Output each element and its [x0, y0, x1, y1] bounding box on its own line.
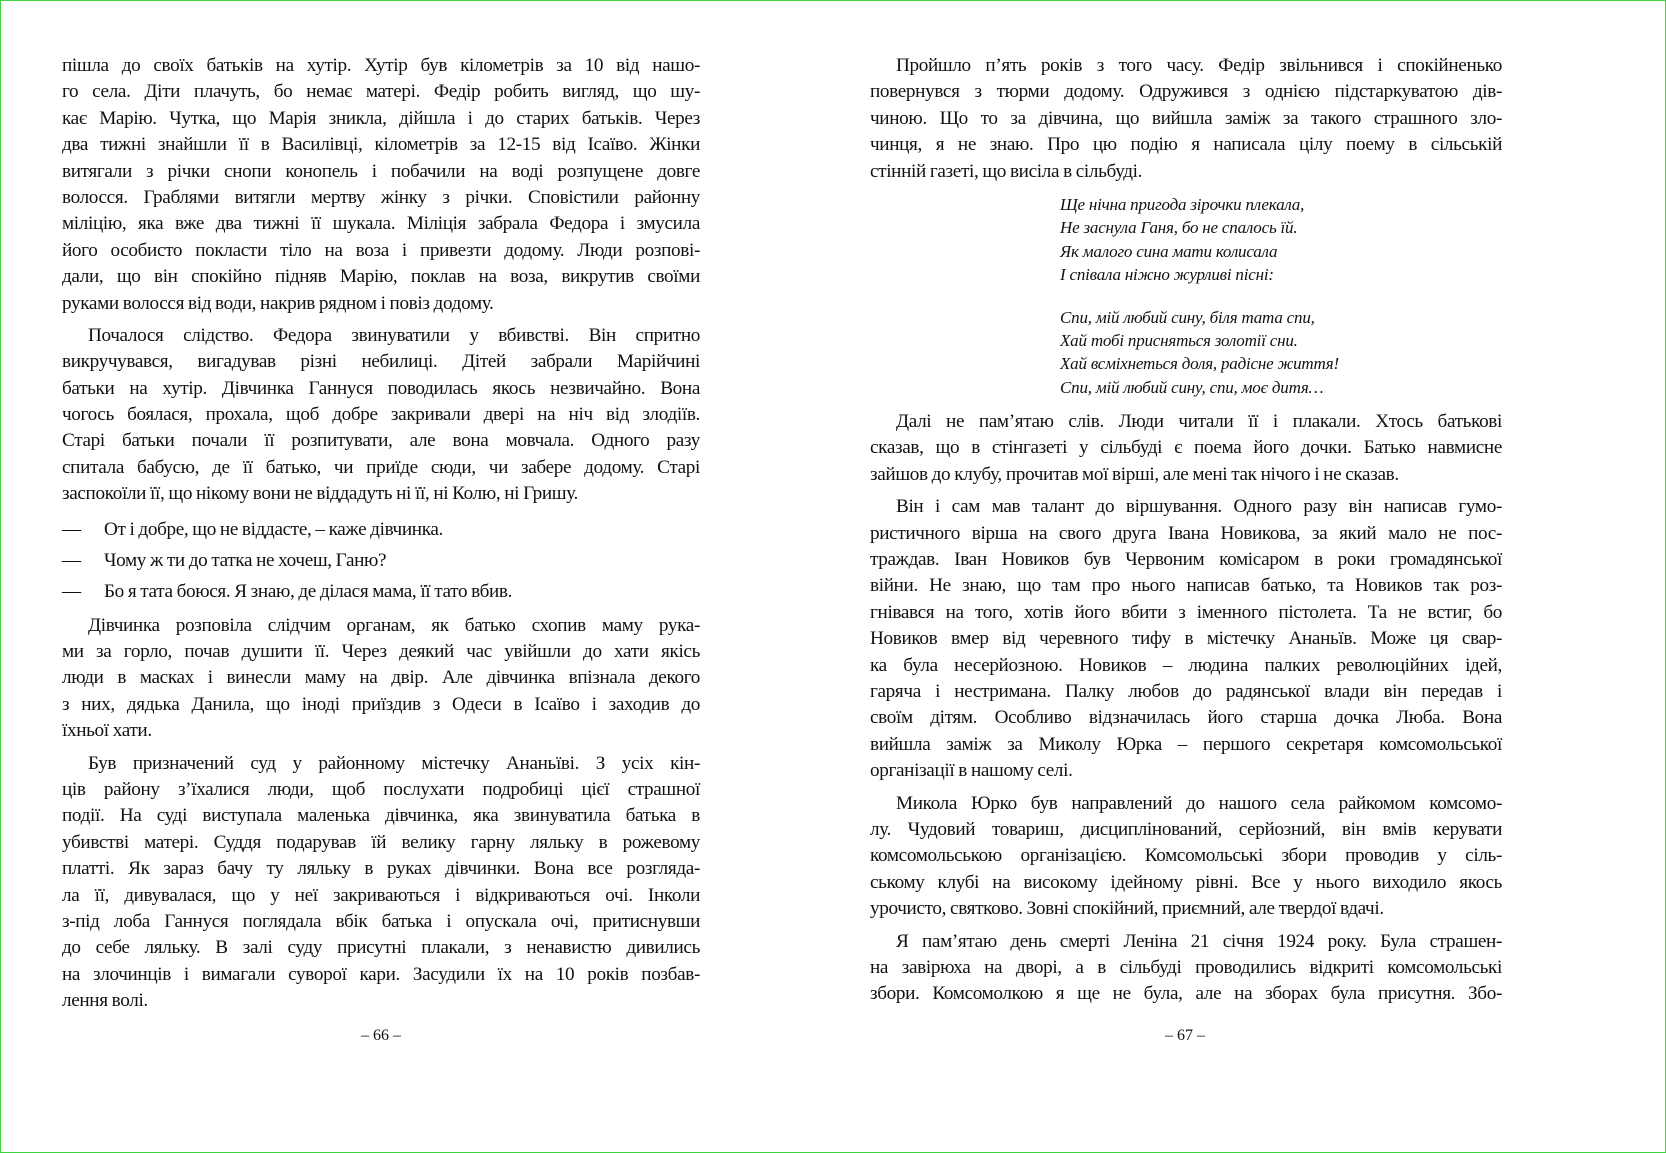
text-line: чинця, я не знаю. Про цю подію я написала цілу поему в сільській: [870, 134, 1502, 156]
text-line: Новиков вмер від черевного тифу в містечку Ананьїв. Може ця свар-: [870, 628, 1502, 650]
text-line: ка була несерйозною. Новиков – людина палких революційних ідей,: [870, 654, 1502, 676]
right-page-text: [870, 53, 1502, 1008]
text-line: війни. Не знаю, що там про нього написав батько, та Новиков так роз-: [870, 575, 1502, 597]
text-line: пішла до своїх батьків на хутір. Хутір був кілометрів за 10 від нашо-: [62, 55, 700, 76]
text-line: Я пам’ятаю день смерті Леніна 21 січня 1924 року. Була страшен-: [896, 930, 1502, 952]
dialogue-line: [62, 514, 700, 545]
text-line: повернувся з тюрми додому. Одружився з однією підстаркуватою дів-: [870, 81, 1502, 103]
dialogue-dash: —: [62, 518, 81, 540]
dialogue: [62, 514, 700, 607]
text-line: батьки на хутір. Дівчинка Ганнуся поводилась якось незвичайно. Вона: [62, 377, 700, 399]
paragraph: [62, 613, 700, 745]
text-line: Був призначений суд у районному містечку Ананьїві. З усіх кін-: [88, 752, 700, 774]
text-line: своїм дітям. Особливо відзначилась його старша дочка Люба. Вона: [870, 707, 1502, 729]
text-line: ла її, дивувалася, що у неї закриваються і відкриваються очі. Інколи: [62, 884, 700, 906]
text-line: спитала бабусю, де її батько, чи приїде сюди, чи забере додому. Старі: [62, 456, 700, 478]
text-line: вийшла заміж за Миколу Юрка – першого секретаря комсомольської: [870, 733, 1502, 755]
text-line: ському клубі на високому ідейному рівні. Все у нього виходило якось: [870, 871, 1502, 893]
poem-line: Спи, мій любий сину, спи, моє дитя…: [1060, 377, 1324, 397]
paragraph: [62, 323, 700, 508]
text-line: волосся. Граблями витягли мертву жінку з річки. Сповістили районну: [62, 186, 700, 208]
text-line: Микола Юрко був направлений до нашого села райкомом комсомо-: [896, 792, 1502, 814]
poem-stanza: [1060, 193, 1502, 287]
paragraph: [870, 409, 1502, 488]
paragraph: [62, 53, 700, 317]
poem-line: Як малого сина мати колисала: [1060, 241, 1278, 261]
text-line: заспокоїли її, що нікому вони не віддадуть ні її, ні Колю, ні Гришу.: [62, 483, 578, 505]
dialogue-line: [62, 576, 700, 607]
text-line: Почалося слідство. Федора звинуватили у вбивстві. Він спритно: [88, 324, 700, 346]
text-line: на завірюха на дворі, а в сільбуді проводились відкриті комсомольські: [870, 956, 1502, 978]
text-line: до себе ляльку. В залі суду присутні плакали, з ненавистю дивились: [62, 937, 700, 959]
paragraph: [62, 751, 700, 1015]
text-line: гнівався на того, хотів його вбити з іменного пістолета. Та не встиг, бо: [870, 601, 1502, 623]
text-line: руками волосся від води, накрив рядном і повіз додому.: [62, 292, 494, 314]
text-line: збори. Комсомолкою я ще не була, але на зборах була присутня. Збо-: [870, 983, 1502, 1005]
dialogue-dash: —: [62, 580, 81, 602]
text-line: його особисто покласти тіло на воза і привезти додому. Люди розпові-: [62, 239, 700, 261]
dialogue-text: От і добре, що не віддасте, – каже дівчинка.: [104, 518, 443, 540]
text-line: люди в масках і винесли маму на двір. Але дівчинка впізнала декого: [62, 667, 700, 689]
text-line: лу. Чудовий товариш, дисциплінований, серйозний, він вмів керувати: [870, 818, 1502, 840]
text-line: на злочинців і вимагали суворої кари. Засудили їх на 10 років позбав-: [62, 963, 700, 985]
text-line: го села. Діти плачуть, бо немає матері. Федір робить вигляд, що шу-: [62, 81, 700, 103]
poem-line: Хай всміхнеться доля, радісне життя!: [1060, 354, 1339, 374]
text-line: Дівчинка розповіла слідчим органам, як батько схопив маму рука-: [88, 614, 700, 636]
page-number-left: – 66 –: [361, 1027, 401, 1044]
dialogue-line: [62, 545, 700, 576]
dialogue-text: Чому ж ти до татка не хочеш, Ганю?: [104, 549, 387, 571]
poem-line: Хай тобі присняться золотії сни.: [1060, 330, 1298, 350]
text-line: ми за горло, почав душити її. Через деякий час увійшли до хати якісь: [62, 641, 700, 663]
poem-stanza: [1060, 306, 1502, 400]
text-line: Він і сам мав талант до віршування. Одного разу він написав гумо-: [896, 496, 1502, 518]
text-line: чогось боялася, прохала, щоб добре закривали двері на ніч від злодіїв.: [62, 404, 700, 426]
text-line: платті. Як зараз бачу ту ляльку в руках дівчинки. Вона все розгляда-: [62, 858, 700, 880]
text-line: ців району з’їхалися люди, щоб послухати подробиці цієї страшної: [62, 778, 700, 800]
text-line: з-під лоба Ганнуся поглядала вбік батька і опускала очі, притиснувши: [62, 910, 700, 932]
text-line: міліцію, яка вже два тижні її шукала. Міліція забрала Федора і змусила: [62, 213, 700, 235]
text-line: убивстві матері. Суддя подарував їй велику гарну ляльку в рожевому: [62, 831, 700, 853]
page-number-right: – 67 –: [1165, 1027, 1205, 1044]
poem: [1060, 193, 1502, 399]
text-line: події. На суді виступала маленька дівчинка, яка звинуватила батька в: [62, 805, 700, 827]
text-line: дали, що він спокійно підняв Марію, поклав на воза, викрутив своїми: [62, 266, 700, 288]
text-line: витягали з річки снопи конопель і побачили на воді розпущене довге: [62, 160, 700, 182]
text-line: Далі не пам’ятаю слів. Люди читали її і плакали. Хтось батькові: [896, 411, 1502, 433]
text-line: Старі батьки почали її розпитувати, але вона мовчала. Одного разу: [62, 430, 700, 452]
text-line: стінній газеті, що висіла в сільбуді.: [870, 160, 1143, 182]
dialogue-text: Бо я тата боюся. Я знаю, де ділася мама, її тато вбив.: [104, 580, 513, 602]
text-line: викручувався, вигадував різні небилиці. Дітей забрали Марійчині: [62, 351, 700, 373]
text-line: організації в нашому селі.: [870, 760, 1073, 782]
paragraph: [870, 791, 1502, 923]
paragraph: [870, 494, 1502, 784]
text-line: комсомольською організацією. Комсомольські збори проводив у сіль-: [870, 845, 1502, 867]
text-line: ристичного вірша на свого друга Івана Новикова, за який мало не пос-: [870, 522, 1502, 544]
text-line: траждав. Іван Новиков був Червоним комісаром в роки громадянської: [870, 549, 1502, 571]
text-line: урочисто, святково. Зовні спокійний, приємний, але твердої вдачі.: [870, 898, 1384, 920]
text-line: Пройшло п’ять років з того часу. Федір звільнився і спокійненько: [896, 55, 1502, 76]
paragraph: [870, 53, 1502, 185]
text-line: кає Марію. Чутка, що Марія зникла, дійшла і до старих батьків. Через: [62, 107, 700, 129]
poem-line: Ще нічна пригода зірочки плекала,: [1060, 194, 1305, 214]
paragraph: [870, 929, 1502, 1008]
dialogue-dash: —: [62, 549, 81, 571]
poem-line: Не заснула Ганя, бо не спалось їй.: [1060, 218, 1298, 238]
text-line: гаряча і нестримана. Палку любов до радянської влади він передав і: [870, 680, 1502, 702]
text-line: сказав, що в стінгазеті у сільбуді є поема його дочки. Батько навмисне: [870, 437, 1502, 459]
left-page-text: [62, 53, 700, 1015]
text-line: лення волі.: [62, 990, 148, 1012]
text-line: з них, дядька Данила, що іноді приїздив з Одеси в Ісаїво і заходив до: [62, 693, 700, 715]
text-line: їхньої хати.: [62, 720, 152, 742]
text-line: чиною. Що то за дівчина, що вийшла заміж за такого страшного зло-: [870, 107, 1502, 129]
poem-line: Спи, мій любий сину, біля тата спи,: [1060, 307, 1315, 327]
text-line: зайшов до клубу, прочитав мої вірші, але мені так нічого і не сказав.: [870, 463, 1399, 485]
poem-line: І співала ніжно журливі пісні:: [1060, 265, 1274, 285]
text-line: два тижні знайшли її в Василівці, кілометрів за 12-15 від Ісаїво. Жінки: [62, 134, 700, 156]
